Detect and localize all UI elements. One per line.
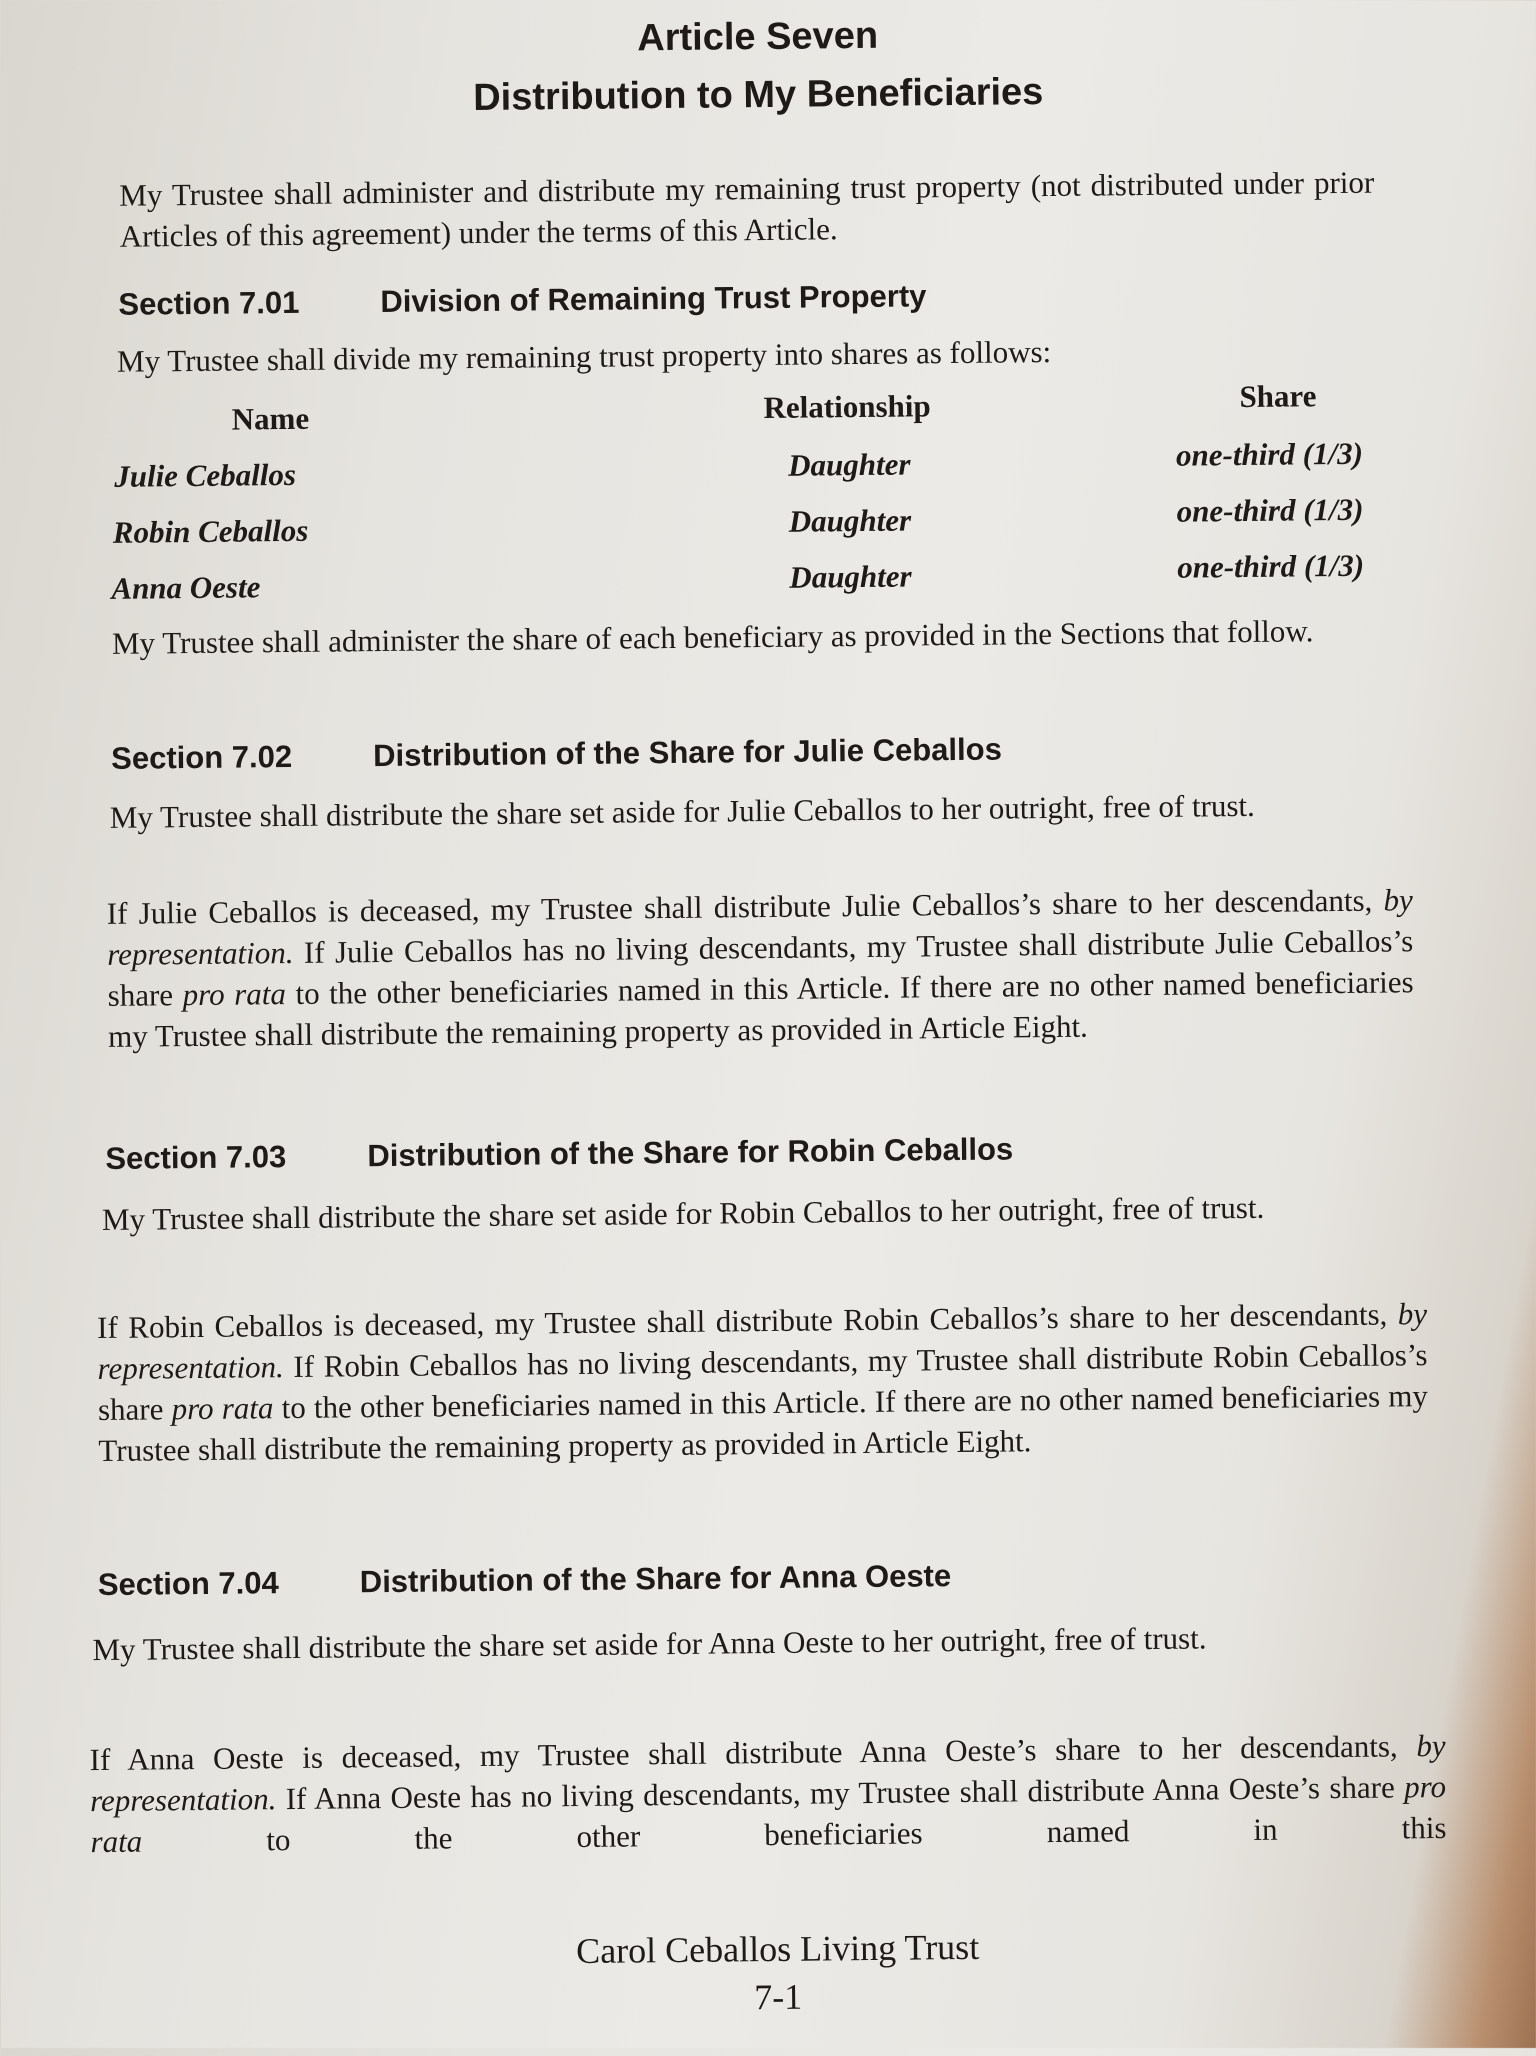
section-title: Division of Remaining Trust Property <box>380 278 927 320</box>
beneficiary-name: Anna Oeste <box>111 569 261 606</box>
section-title: Distribution of the Share for Anna Oeste <box>359 1558 952 1600</box>
section-lead: My Trustee shall divide my remaining trust property into shares as follows: <box>116 333 1052 379</box>
section-heading-7-04 <box>98 1558 952 1603</box>
section-title: Distribution of the Share for Julie Ceballos <box>372 731 1003 774</box>
section-number: Section 7.02 <box>110 738 293 776</box>
section-paragraph: If Robin Ceballos is deceased, my Trustee shall distribute Robin Ceballos’s share to her descendants, by representation. If Robin Ceballos has no living descendants, my Trustee shall distribute Robin Ceballos’s share pro rata to the other beneficiaries named in this Article. If there are no other named beneficiaries my Trustee shall distribute the remaining property as provided in Article Eight. <box>96 1296 1429 1469</box>
article-number: Article Seven <box>637 14 879 60</box>
section-paragraph: My Trustee shall distribute the share set aside for Julie Ceballos to her outright, free of trust. <box>109 787 1255 835</box>
table-header-name: Name <box>231 400 310 437</box>
beneficiary-name: Julie Ceballos <box>114 456 297 494</box>
beneficiary-relationship: Daughter <box>788 502 912 539</box>
beneficiary-share: one-third (1/3) <box>1177 547 1365 585</box>
intro-paragraph: My Trustee shall administer and distribute my remaining trust property (not distributed under prior Articles of this agreement) under the terms of this Article. <box>119 164 1375 254</box>
table-header-relationship: Relationship <box>763 388 931 426</box>
section-heading-7-02 <box>111 732 1002 777</box>
article-title: Distribution to My Beneficiaries <box>473 71 1044 120</box>
footer-page-number: 7-1 <box>753 1976 803 2018</box>
section-number: Section 7.03 <box>105 1139 287 1176</box>
section-paragraph: My Trustee shall distribute the share set aside for Robin Ceballos to her outright, free of trust. <box>101 1189 1265 1237</box>
section-number: Section 7.01 <box>118 284 300 322</box>
section-closing: My Trustee shall administer the share of each beneficiary as provided in the Sections that follow. <box>111 613 1314 661</box>
beneficiary-name: Robin Ceballos <box>112 512 309 550</box>
section-number: Section 7.04 <box>97 1565 279 1603</box>
beneficiary-relationship: Daughter <box>787 446 911 483</box>
footer-document-name: Carol Ceballos Living Trust <box>575 1926 980 1972</box>
beneficiary-share: one-third (1/3) <box>1175 435 1364 473</box>
section-paragraph: My Trustee shall distribute the share set aside for Anna Oeste to her outright, free of trust. <box>92 1620 1207 1668</box>
section-heading-7-01 <box>118 278 926 322</box>
table-header-share: Share <box>1239 378 1317 415</box>
beneficiary-share: one-third (1/3) <box>1176 491 1364 529</box>
beneficiary-relationship: Daughter <box>789 558 912 595</box>
section-paragraph: If Julie Ceballos is deceased, my Trustee shall distribute Julie Ceballos’s share to her descendants, by representation. If Julie Ceballos has no living descendants, my Trustee shall distribute Julie Ceballos’s share pro rata to the other beneficiaries named in this Article. If there are no other named beneficiaries my Trustee shall distribute the remaining property as provided in Article Eight. <box>106 882 1414 1054</box>
section-title: Distribution of the Share for Robin Ceballos <box>367 1131 1014 1174</box>
section-paragraph: If Anna Oeste is deceased, my Trustee shall distribute Anna Oeste’s share to her descendants, by representation. If Anna Oeste has no living descendants, my Trustee shall distribute Anna Oeste’s share pro rata to the other beneficiaries named in this <box>89 1727 1447 1860</box>
section-heading-7-03 <box>105 1131 1013 1177</box>
